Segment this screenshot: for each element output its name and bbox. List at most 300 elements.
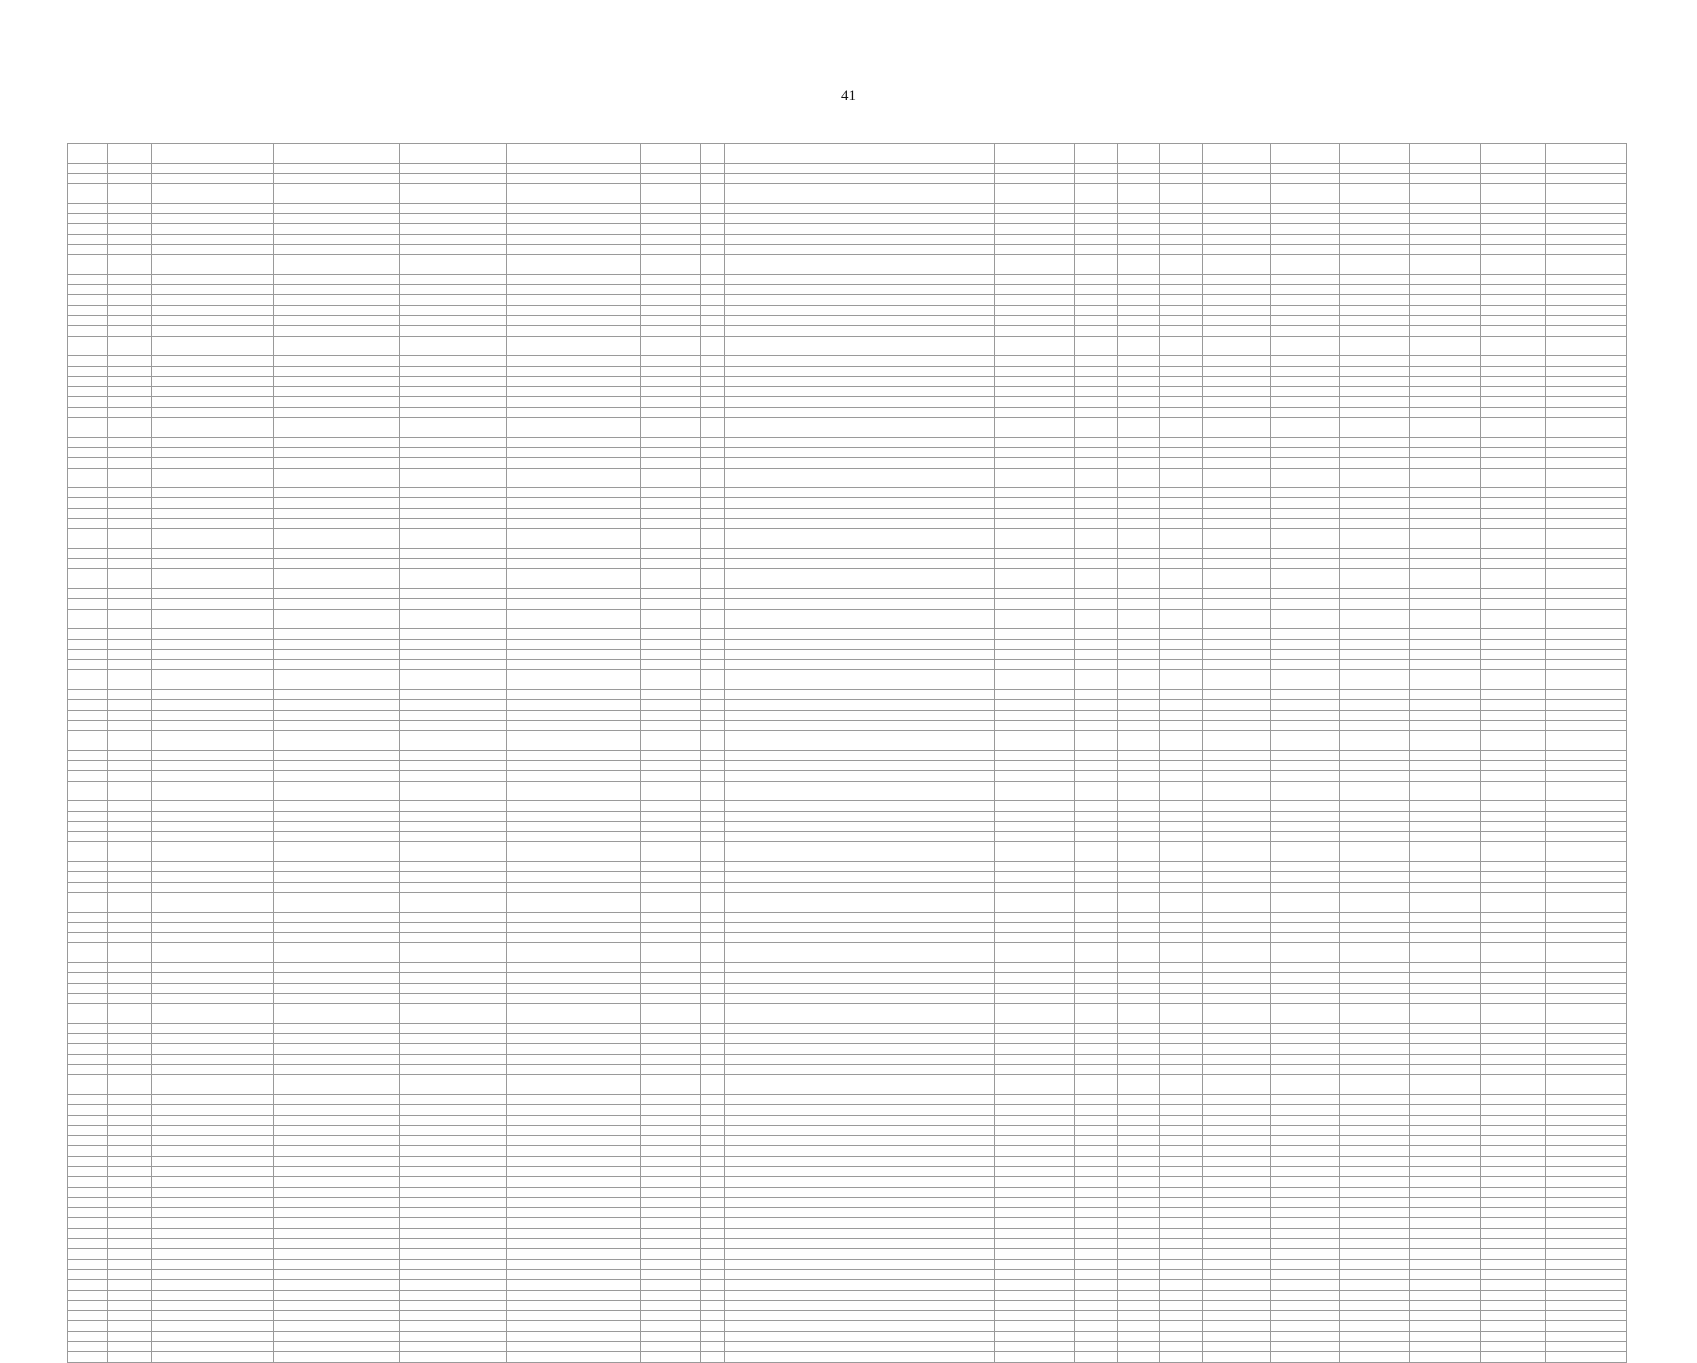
table-cell: [724, 1321, 994, 1331]
table-cell: [1410, 832, 1480, 842]
table-cell: [641, 1290, 701, 1300]
table-cell: [68, 274, 108, 284]
table-cell: [506, 1054, 641, 1064]
table-cell: [1410, 983, 1480, 993]
table-cell: [994, 943, 1074, 963]
table-cell: [1117, 529, 1160, 549]
table-cell: [1160, 214, 1203, 224]
table-row: [68, 1166, 1627, 1176]
table-cell: [107, 922, 152, 932]
table-cell: [400, 366, 507, 376]
table-cell: [152, 437, 274, 447]
table-cell: [400, 912, 507, 922]
table-cell: [724, 832, 994, 842]
table-cell: [68, 720, 108, 730]
table-cell: [1117, 437, 1160, 447]
table-cell: [1271, 983, 1339, 993]
table-cell: [1339, 508, 1409, 518]
table-cell: [1480, 1342, 1545, 1352]
table-cell: [68, 498, 108, 508]
table-cell: [1117, 1146, 1160, 1156]
table-cell: [994, 468, 1074, 488]
table-cell: [1339, 892, 1409, 912]
table-cell: [641, 1044, 701, 1054]
table-cell: [1202, 892, 1270, 912]
table-cell: [641, 1146, 701, 1156]
table-cell: [1271, 1290, 1339, 1300]
table-cell: [994, 1177, 1074, 1187]
table-cell: [641, 720, 701, 730]
table-cell: [107, 1075, 152, 1095]
table-cell: [152, 943, 274, 963]
table-cell: [274, 1136, 400, 1146]
table-cell: [152, 1187, 274, 1197]
table-row: [68, 801, 1627, 811]
table-cell: [1271, 1136, 1339, 1146]
table-cell: [1271, 163, 1339, 173]
table-cell: [506, 700, 641, 710]
table-cell: [994, 1269, 1074, 1279]
table-cell: [107, 274, 152, 284]
table-cell: [152, 1239, 274, 1249]
table-cell: [1545, 1023, 1626, 1033]
table-cell: [641, 710, 701, 720]
table-row: [68, 892, 1627, 912]
table-row: [68, 1321, 1627, 1331]
table-cell: [1160, 1321, 1203, 1331]
table-cell: [506, 660, 641, 670]
table-cell: [1410, 862, 1480, 872]
table-cell: [152, 1125, 274, 1135]
table-cell: [1202, 468, 1270, 488]
table-cell: [506, 832, 641, 842]
table-cell: [724, 862, 994, 872]
table-cell: [994, 316, 1074, 326]
table-cell: [994, 1156, 1074, 1166]
table-cell: [1410, 781, 1480, 801]
table-cell: [1545, 397, 1626, 407]
table-cell: [68, 882, 108, 892]
table-cell: [1117, 203, 1160, 213]
table-cell: [400, 295, 507, 305]
table-cell: [1480, 437, 1545, 447]
table-cell: [1074, 184, 1117, 204]
table-cell: [701, 609, 724, 629]
table-cell: [701, 821, 724, 831]
table-cell: [701, 811, 724, 821]
table-cell: [994, 498, 1074, 508]
table-cell: [641, 295, 701, 305]
table-cell: [1202, 649, 1270, 659]
table-cell: [1271, 1004, 1339, 1024]
table-cell: [1202, 518, 1270, 528]
table-cell: [1410, 559, 1480, 569]
table-cell: [1545, 488, 1626, 498]
table-cell: [1117, 771, 1160, 781]
table-cell: [152, 660, 274, 670]
table-cell: [1545, 224, 1626, 234]
table-cell: [274, 1044, 400, 1054]
table-cell: [1160, 447, 1203, 457]
table-cell: [1074, 498, 1117, 508]
table-cell: [1410, 255, 1480, 275]
table-cell: [107, 1115, 152, 1125]
table-cell: [701, 872, 724, 882]
table-cell: [400, 1146, 507, 1156]
table-cell: [1271, 437, 1339, 447]
table-cell: [1271, 660, 1339, 670]
table-cell: [1271, 468, 1339, 488]
table-cell: [506, 933, 641, 943]
table-cell: [1160, 569, 1203, 589]
table-cell: [724, 1311, 994, 1321]
table-cell: [701, 1269, 724, 1279]
table-cell: [107, 447, 152, 457]
table-cell: [506, 569, 641, 589]
table-cell: [1480, 376, 1545, 386]
table-cell: [994, 993, 1074, 1003]
table-cell: [641, 1218, 701, 1228]
table-cell: [1160, 710, 1203, 720]
table-cell: [641, 670, 701, 690]
table-cell: [1545, 821, 1626, 831]
table-cell: [701, 437, 724, 447]
table-row: [68, 407, 1627, 417]
table-cell: [994, 326, 1074, 336]
table-row: [68, 518, 1627, 528]
table-cell: [1160, 529, 1203, 549]
table-cell: [1271, 336, 1339, 356]
table-cell: [152, 690, 274, 700]
table-cell: [1074, 1004, 1117, 1024]
table-cell: [1160, 1290, 1203, 1300]
table-cell: [107, 1249, 152, 1259]
table-cell: [1339, 244, 1409, 254]
table-cell: [1117, 336, 1160, 356]
table-cell: [1545, 983, 1626, 993]
table-cell: [701, 1342, 724, 1352]
table-cell: [1339, 163, 1409, 173]
table-cell: [1410, 458, 1480, 468]
table-cell: [1480, 569, 1545, 589]
table-cell: [152, 529, 274, 549]
table-row: [68, 649, 1627, 659]
table-cell: [274, 1218, 400, 1228]
table-cell: [274, 295, 400, 305]
table-cell: [1271, 255, 1339, 275]
table-cell: [152, 912, 274, 922]
table-cell: [107, 629, 152, 639]
table-cell: [1410, 963, 1480, 973]
table-cell: [1271, 498, 1339, 508]
table-cell: [1410, 690, 1480, 700]
table-cell: [1160, 1115, 1203, 1125]
table-cell: [274, 1004, 400, 1024]
table-cell: [152, 387, 274, 397]
table-cell: [506, 144, 641, 164]
table-cell: [1202, 1115, 1270, 1125]
table-cell: [1117, 862, 1160, 872]
table-cell: [1410, 244, 1480, 254]
table-cell: [1117, 569, 1160, 589]
table-cell: [724, 1094, 994, 1104]
table-cell: [68, 316, 108, 326]
table-cell: [1545, 1187, 1626, 1197]
table-cell: [1271, 690, 1339, 700]
table-cell: [1410, 569, 1480, 589]
table-cell: [1339, 731, 1409, 751]
table-cell: [1202, 1321, 1270, 1331]
table-cell: [1410, 305, 1480, 315]
table-cell: [994, 1146, 1074, 1156]
table-cell: [1339, 1105, 1409, 1115]
table-cell: [1074, 761, 1117, 771]
table-cell: [107, 203, 152, 213]
table-cell: [1480, 295, 1545, 305]
table-cell: [1271, 1352, 1339, 1362]
table-cell: [68, 458, 108, 468]
table-cell: [1480, 1208, 1545, 1218]
table-row: [68, 285, 1627, 295]
table-cell: [1545, 336, 1626, 356]
table-cell: [641, 629, 701, 639]
table-cell: [1339, 1166, 1409, 1176]
table-cell: [724, 285, 994, 295]
table-cell: [506, 589, 641, 599]
table-cell: [1117, 872, 1160, 882]
table-cell: [506, 285, 641, 295]
table-cell: [274, 1290, 400, 1300]
table-cell: [701, 255, 724, 275]
table-cell: [724, 1187, 994, 1197]
table-cell: [1202, 244, 1270, 254]
table-cell: [1480, 872, 1545, 882]
table-cell: [506, 690, 641, 700]
table-cell: [1271, 407, 1339, 417]
table-cell: [1160, 1259, 1203, 1269]
table-cell: [1410, 397, 1480, 407]
table-cell: [1160, 1177, 1203, 1187]
table-cell: [1545, 1352, 1626, 1362]
table-cell: [506, 447, 641, 457]
table-cell: [1117, 1187, 1160, 1197]
table-cell: [1160, 1004, 1203, 1024]
table-cell: [1480, 548, 1545, 558]
table-cell: [1160, 1239, 1203, 1249]
table-cell: [506, 336, 641, 356]
table-cell: [641, 418, 701, 438]
table-cell: [1117, 912, 1160, 922]
table-cell: [1117, 973, 1160, 983]
table-cell: [1160, 781, 1203, 801]
table-row: [68, 922, 1627, 932]
table-cell: [1480, 1075, 1545, 1095]
table-cell: [1271, 963, 1339, 973]
table-row: [68, 1228, 1627, 1238]
table-cell: [506, 518, 641, 528]
table-cell: [701, 447, 724, 457]
table-cell: [701, 1105, 724, 1115]
table-cell: [1160, 437, 1203, 447]
table-cell: [1202, 1269, 1270, 1279]
table-cell: [1545, 518, 1626, 528]
table-cell: [1074, 1228, 1117, 1238]
table-cell: [274, 1075, 400, 1095]
table-cell: [107, 255, 152, 275]
table-cell: [1339, 387, 1409, 397]
table-cell: [1339, 1023, 1409, 1033]
table-cell: [506, 629, 641, 639]
table-cell: [1339, 1094, 1409, 1104]
table-cell: [274, 943, 400, 963]
table-cell: [506, 761, 641, 771]
table-cell: [274, 336, 400, 356]
table-cell: [641, 1034, 701, 1044]
table-cell: [107, 1218, 152, 1228]
table-cell: [107, 1280, 152, 1290]
table-cell: [1545, 700, 1626, 710]
table-cell: [506, 184, 641, 204]
table-cell: [107, 1311, 152, 1321]
table-cell: [1117, 1004, 1160, 1024]
table-cell: [1545, 184, 1626, 204]
table-cell: [701, 397, 724, 407]
table-cell: [1117, 1342, 1160, 1352]
table-cell: [994, 1228, 1074, 1238]
table-cell: [1202, 1004, 1270, 1024]
table-cell: [68, 862, 108, 872]
table-cell: [400, 407, 507, 417]
table-cell: [724, 1208, 994, 1218]
table-cell: [1339, 1156, 1409, 1166]
table-cell: [1410, 649, 1480, 659]
table-cell: [1074, 1331, 1117, 1341]
table-cell: [994, 356, 1074, 366]
table-cell: [1545, 234, 1626, 244]
table-cell: [994, 1115, 1074, 1125]
table-cell: [152, 468, 274, 488]
table-cell: [68, 1044, 108, 1054]
table-cell: [1410, 811, 1480, 821]
table-cell: [68, 872, 108, 882]
table-cell: [1160, 639, 1203, 649]
table-cell: [1545, 842, 1626, 862]
table-cell: [1202, 1054, 1270, 1064]
table-cell: [1271, 821, 1339, 831]
table-cell: [152, 548, 274, 558]
table-cell: [1074, 224, 1117, 234]
table-cell: [1271, 700, 1339, 710]
table-cell: [1202, 214, 1270, 224]
table-cell: [641, 983, 701, 993]
table-cell: [107, 1321, 152, 1331]
table-cell: [1074, 912, 1117, 922]
table-cell: [724, 700, 994, 710]
table-cell: [1545, 447, 1626, 457]
table-cell: [1202, 336, 1270, 356]
table-cell: [1480, 1352, 1545, 1362]
table-row: [68, 336, 1627, 356]
table-cell: [400, 811, 507, 821]
table-cell: [400, 700, 507, 710]
table-cell: [1160, 1156, 1203, 1166]
table-cell: [1074, 842, 1117, 862]
table-cell: [701, 1115, 724, 1125]
table-cell: [641, 559, 701, 569]
table-cell: [1160, 731, 1203, 751]
table-cell: [1545, 559, 1626, 569]
table-row: [68, 882, 1627, 892]
table-cell: [1271, 305, 1339, 315]
table-cell: [400, 488, 507, 498]
table-cell: [68, 1177, 108, 1187]
table-cell: [1480, 1321, 1545, 1331]
table-cell: [1339, 1136, 1409, 1146]
table-cell: [701, 244, 724, 254]
table-row: [68, 761, 1627, 771]
table-cell: [994, 559, 1074, 569]
table-cell: [68, 1259, 108, 1269]
table-cell: [1339, 1218, 1409, 1228]
table-cell: [152, 700, 274, 710]
table-cell: [1202, 1156, 1270, 1166]
table-cell: [274, 639, 400, 649]
table-cell: [1339, 1075, 1409, 1095]
table-cell: [107, 892, 152, 912]
table-row: [68, 973, 1627, 983]
table-cell: [641, 821, 701, 831]
table-cell: [1339, 407, 1409, 417]
table-cell: [400, 771, 507, 781]
table-cell: [701, 710, 724, 720]
table-cell: [1480, 255, 1545, 275]
table-cell: [68, 518, 108, 528]
table-cell: [400, 609, 507, 629]
table-cell: [1480, 670, 1545, 690]
table-cell: [1074, 1187, 1117, 1197]
table-cell: [400, 244, 507, 254]
table-cell: [1410, 1094, 1480, 1104]
table-cell: [1271, 1300, 1339, 1310]
table-row: [68, 1218, 1627, 1228]
table-cell: [701, 943, 724, 963]
table-cell: [1545, 285, 1626, 295]
table-cell: [1160, 801, 1203, 811]
table-cell: [1410, 468, 1480, 488]
table-cell: [724, 376, 994, 386]
table-cell: [107, 660, 152, 670]
table-cell: [1410, 1249, 1480, 1259]
table-cell: [1074, 518, 1117, 528]
table-cell: [1545, 255, 1626, 275]
table-cell: [1117, 1094, 1160, 1104]
table-cell: [152, 1269, 274, 1279]
table-cell: [1545, 498, 1626, 508]
table-cell: [994, 589, 1074, 599]
table-cell: [641, 407, 701, 417]
table-cell: [1074, 1023, 1117, 1033]
table-cell: [641, 518, 701, 528]
table-cell: [1202, 559, 1270, 569]
table-cell: [1271, 1249, 1339, 1259]
table-cell: [641, 508, 701, 518]
table-row: [68, 458, 1627, 468]
table-cell: [1271, 1146, 1339, 1156]
table-cell: [107, 234, 152, 244]
table-cell: [274, 660, 400, 670]
table-cell: [1339, 832, 1409, 842]
table-cell: [506, 1197, 641, 1207]
